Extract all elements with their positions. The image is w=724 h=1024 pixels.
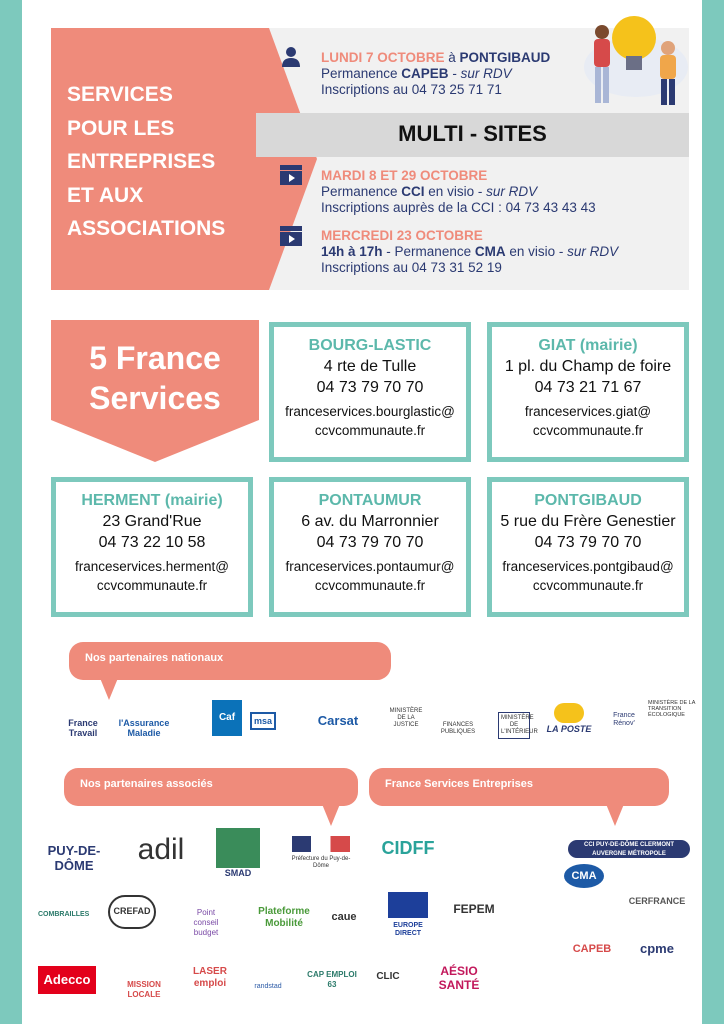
logo-prefecture-mark bbox=[292, 836, 350, 852]
national-partners-bubble: Nos partenaires nationaux bbox=[69, 642, 391, 680]
logo-msa: msa bbox=[250, 712, 276, 730]
logo-cpme: cpme bbox=[640, 941, 674, 956]
logo-transition-ecologique: MINISTÈRE DE LA TRANSITION ÉCOLOGIQUE bbox=[648, 700, 696, 718]
lightbulb-illustration bbox=[556, 12, 689, 110]
card-giat: GIAT (mairie) 1 pl. du Champ de foire 04 73 21 71 67 franceservices.giat@ ccvcommunaute.fr bbox=[487, 322, 689, 462]
multi-sites-band: MULTI - SITES bbox=[256, 113, 689, 157]
logo-puy-de-dome: PUY-DE-DÔME bbox=[47, 843, 101, 873]
logo-adil: adil bbox=[137, 833, 185, 866]
event-capeb: LUNDI 7 OCTOBRE à PONTGIBAUD Permanence CAPEB - sur RDV Inscriptions au 04 73 25 71 71 bbox=[321, 50, 551, 97]
logo-la-poste: LA POSTE bbox=[546, 724, 592, 734]
logo-justice: MINISTÈRE DE LA JUSTICE bbox=[389, 708, 423, 728]
logo-plateforme-mobilite: Plateforme Mobilité bbox=[258, 906, 310, 929]
person-icon bbox=[280, 46, 302, 68]
logo-europe-flag bbox=[388, 892, 428, 918]
france-services-title: 5 France Services bbox=[89, 340, 221, 416]
logo-fepem: FEPEM bbox=[453, 902, 495, 916]
right-edge-bar bbox=[702, 0, 724, 1024]
logo-aesio-sante: AÉSIO SANTÉ bbox=[438, 964, 480, 992]
business-partners-bubble: France Services Entreprises bbox=[369, 768, 669, 806]
logo-laser-emploi: LASER emploi bbox=[193, 966, 227, 989]
logo-clic: CLIC bbox=[376, 971, 400, 982]
logo-france-travail: France Travail bbox=[68, 718, 98, 738]
logo-caf: Caf bbox=[212, 700, 242, 736]
logo-caue: caue bbox=[331, 911, 357, 923]
logo-cidff: CIDFF bbox=[381, 838, 435, 858]
logo-cerfrance: CERFRANCE bbox=[628, 896, 686, 906]
logo-finances-publiques: FINANCES PUBLIQUES bbox=[440, 722, 476, 735]
logo-randstad: randstad bbox=[254, 983, 282, 990]
card-herment: HERMENT (mairie) 23 Grand'Rue 04 73 22 10 58 franceservices.herment@ ccvcommunaute.fr bbox=[51, 477, 253, 617]
event-cci: MARDI 8 ET 29 OCTOBRE Permanence CCI en visio - sur RDV Inscriptions auprès de la CCI : 04 73 43 43 43 bbox=[321, 168, 596, 215]
card-pontaumur: PONTAUMUR 6 av. du Marronnier 04 73 79 70 70 franceservices.pontaumur@ ccvcommunaute.fr bbox=[269, 477, 471, 617]
video-icon bbox=[280, 226, 302, 246]
logo-la-poste-mark bbox=[554, 703, 584, 723]
logo-combrailles: COMBRAILLES bbox=[38, 911, 90, 918]
logo-mission-locale: MISSION LOCALE bbox=[127, 980, 161, 999]
logo-cma-mark: CMA bbox=[564, 864, 604, 888]
logo-adecco: Adecco bbox=[38, 966, 96, 994]
logo-point-conseil-budget: Point conseil budget bbox=[193, 908, 219, 937]
logo-prefecture: Préfecture du Puy-de-Dôme bbox=[291, 856, 351, 869]
logo-carsat: Carsat bbox=[317, 713, 359, 728]
card-bourg-lastic: BOURG-LASTIC 4 rte de Tulle 04 73 79 70 70 franceservices.bourglastic@ ccvcommunaute.fr bbox=[269, 322, 471, 462]
business-services-panel bbox=[51, 28, 689, 290]
logo-smad: SMAD bbox=[224, 868, 252, 878]
logo-europe-direct: EUROPE DIRECT bbox=[393, 922, 423, 937]
logo-cap-emploi: CAP EMPLOI 63 bbox=[307, 970, 357, 989]
logo-smad-mark bbox=[216, 828, 260, 868]
logo-assurance-maladie: l'Assurance Maladie bbox=[118, 718, 170, 738]
left-edge-bar bbox=[0, 0, 22, 1024]
card-pontgibaud: PONTGIBAUD 5 rue du Frère Genestier 04 73 79 70 70 franceservices.pontgibaud@ ccvcommunaute.fr bbox=[487, 477, 689, 617]
logo-capeb: CAPEB bbox=[572, 943, 612, 955]
logo-crefad: CREFAD bbox=[113, 906, 151, 916]
associated-partners-bubble: Nos partenaires associés bbox=[64, 768, 358, 806]
services-title: SERVICES POUR LES ENTREPRISES ET AUX ASSOCIATIONS bbox=[67, 83, 226, 240]
logo-cci: CCI PUY-DE-DÔME CLERMONT AUVERGNE MÉTROPOLE bbox=[568, 840, 690, 858]
logo-france-renov: France Rénov' bbox=[613, 712, 635, 727]
video-icon bbox=[280, 165, 302, 185]
logo-interieur: MINISTÈRE DE L'INTÉRIEUR bbox=[498, 712, 530, 739]
event-cma: MERCREDI 23 OCTOBRE 14h à 17h - Permanence CMA en visio - sur RDV Inscriptions au 04 73 31 52 19 bbox=[321, 228, 619, 275]
